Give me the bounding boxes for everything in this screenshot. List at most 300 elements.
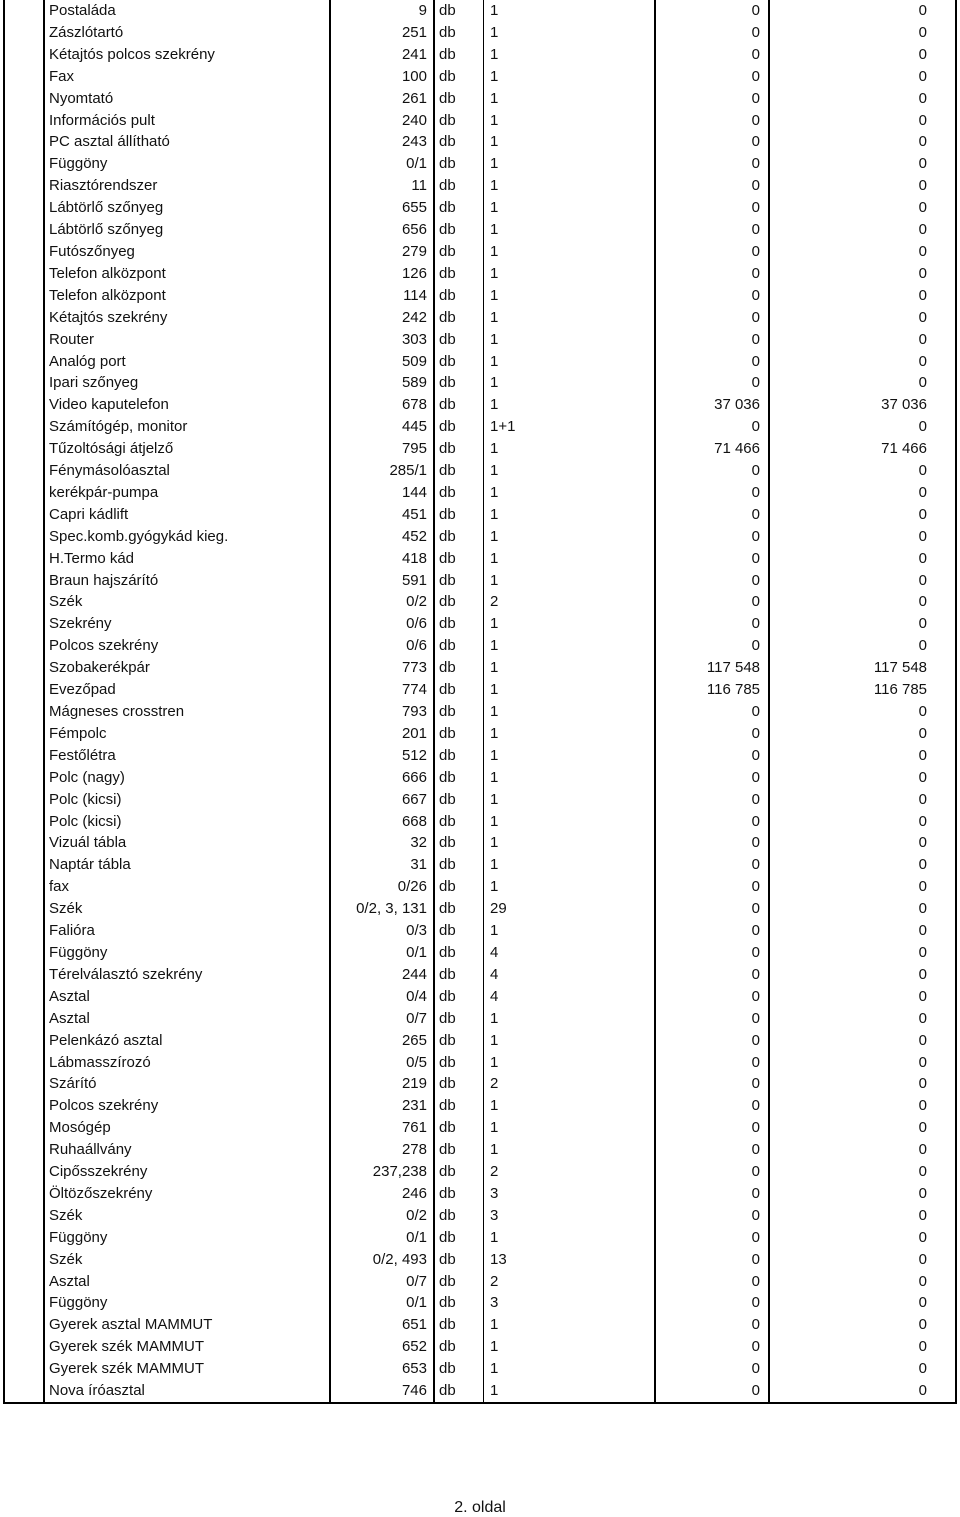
inventory-code-cell: 666 bbox=[330, 767, 434, 789]
item-name-cell: Analóg port bbox=[44, 351, 330, 373]
value-cell: 0 bbox=[655, 1139, 769, 1161]
table-row bbox=[4, 351, 956, 373]
item-name-cell: Fénymásolóasztal bbox=[44, 460, 330, 482]
total-cell: 0 bbox=[769, 197, 956, 219]
row-marker-cell bbox=[4, 1117, 44, 1139]
item-name-cell: Riasztórendszer bbox=[44, 175, 330, 197]
row-marker-cell bbox=[4, 613, 44, 635]
item-name-cell: Fémpolc bbox=[44, 723, 330, 745]
inventory-code-cell: 246 bbox=[330, 1183, 434, 1205]
table-row bbox=[4, 372, 956, 394]
inventory-table-body bbox=[4, 0, 956, 1403]
total-cell: 0 bbox=[769, 1030, 956, 1052]
inventory-code-cell: 0/2 bbox=[330, 1205, 434, 1227]
inventory-code-cell: 240 bbox=[330, 110, 434, 132]
unit-cell: db bbox=[434, 1161, 484, 1183]
total-cell: 0 bbox=[769, 22, 956, 44]
quantity-cell: 1 bbox=[484, 88, 656, 110]
row-marker-cell bbox=[4, 241, 44, 263]
quantity-cell: 1 bbox=[484, 832, 656, 854]
value-cell: 0 bbox=[655, 460, 769, 482]
total-cell: 0 bbox=[769, 723, 956, 745]
value-cell: 0 bbox=[655, 329, 769, 351]
value-cell: 37 036 bbox=[655, 394, 769, 416]
quantity-cell: 1 bbox=[484, 1227, 656, 1249]
total-cell: 0 bbox=[769, 854, 956, 876]
item-name-cell: Postaláda bbox=[44, 0, 330, 22]
table-row bbox=[4, 548, 956, 570]
table-row bbox=[4, 1183, 956, 1205]
value-cell: 0 bbox=[655, 920, 769, 942]
item-name-cell: Lábmasszírozó bbox=[44, 1052, 330, 1074]
item-name-cell: Szárító bbox=[44, 1073, 330, 1095]
unit-cell: db bbox=[434, 504, 484, 526]
quantity-cell: 1 bbox=[484, 175, 656, 197]
total-cell: 0 bbox=[769, 1271, 956, 1293]
quantity-cell: 1 bbox=[484, 548, 656, 570]
unit-cell: db bbox=[434, 723, 484, 745]
unit-cell: db bbox=[434, 197, 484, 219]
quantity-cell: 1 bbox=[484, 504, 656, 526]
value-cell: 0 bbox=[655, 1117, 769, 1139]
value-cell: 0 bbox=[655, 504, 769, 526]
total-cell: 116 785 bbox=[769, 679, 956, 701]
value-cell: 0 bbox=[655, 964, 769, 986]
inventory-code-cell: 0/1 bbox=[330, 1227, 434, 1249]
item-name-cell: Kétajtós polcos szekrény bbox=[44, 44, 330, 66]
total-cell: 0 bbox=[769, 811, 956, 833]
unit-cell: db bbox=[434, 1183, 484, 1205]
quantity-cell: 13 bbox=[484, 1249, 656, 1271]
quantity-cell: 1 bbox=[484, 657, 656, 679]
value-cell: 0 bbox=[655, 1052, 769, 1074]
total-cell: 0 bbox=[769, 1227, 956, 1249]
unit-cell: db bbox=[434, 44, 484, 66]
inventory-code-cell: 241 bbox=[330, 44, 434, 66]
unit-cell: db bbox=[434, 394, 484, 416]
table-row bbox=[4, 1380, 956, 1403]
total-cell: 0 bbox=[769, 898, 956, 920]
total-cell: 0 bbox=[769, 635, 956, 657]
value-cell: 0 bbox=[655, 1358, 769, 1380]
row-marker-cell bbox=[4, 1139, 44, 1161]
unit-cell: db bbox=[434, 0, 484, 22]
value-cell: 0 bbox=[655, 307, 769, 329]
value-cell: 0 bbox=[655, 548, 769, 570]
total-cell: 0 bbox=[769, 942, 956, 964]
value-cell: 0 bbox=[655, 153, 769, 175]
row-marker-cell bbox=[4, 854, 44, 876]
item-name-cell: Polc (kicsi) bbox=[44, 789, 330, 811]
row-marker-cell bbox=[4, 876, 44, 898]
total-cell: 0 bbox=[769, 1314, 956, 1336]
unit-cell: db bbox=[434, 1380, 484, 1403]
inventory-code-cell: 451 bbox=[330, 504, 434, 526]
unit-cell: db bbox=[434, 416, 484, 438]
unit-cell: db bbox=[434, 679, 484, 701]
row-marker-cell bbox=[4, 460, 44, 482]
value-cell: 0 bbox=[655, 88, 769, 110]
inventory-code-cell: 279 bbox=[330, 241, 434, 263]
item-name-cell: Kétajtós szekrény bbox=[44, 307, 330, 329]
table-row bbox=[4, 986, 956, 1008]
value-cell: 0 bbox=[655, 1161, 769, 1183]
inventory-code-cell: 793 bbox=[330, 701, 434, 723]
inventory-code-cell: 773 bbox=[330, 657, 434, 679]
value-cell: 0 bbox=[655, 1008, 769, 1030]
table-row bbox=[4, 219, 956, 241]
row-marker-cell bbox=[4, 723, 44, 745]
table-row bbox=[4, 416, 956, 438]
total-cell: 0 bbox=[769, 351, 956, 373]
row-marker-cell bbox=[4, 1095, 44, 1117]
value-cell: 0 bbox=[655, 263, 769, 285]
unit-cell: db bbox=[434, 219, 484, 241]
table-row bbox=[4, 657, 956, 679]
row-marker-cell bbox=[4, 635, 44, 657]
row-marker-cell bbox=[4, 44, 44, 66]
value-cell: 0 bbox=[655, 1073, 769, 1095]
row-marker-cell bbox=[4, 416, 44, 438]
row-marker-cell bbox=[4, 1380, 44, 1403]
quantity-cell: 2 bbox=[484, 591, 656, 613]
item-name-cell: Pelenkázó asztal bbox=[44, 1030, 330, 1052]
row-marker-cell bbox=[4, 898, 44, 920]
quantity-cell: 4 bbox=[484, 986, 656, 1008]
quantity-cell: 1 bbox=[484, 1008, 656, 1030]
inventory-code-cell: 251 bbox=[330, 22, 434, 44]
quantity-cell: 1 bbox=[484, 307, 656, 329]
table-row bbox=[4, 460, 956, 482]
total-cell: 0 bbox=[769, 1205, 956, 1227]
quantity-cell: 1 bbox=[484, 789, 656, 811]
total-cell: 117 548 bbox=[769, 657, 956, 679]
value-cell: 71 466 bbox=[655, 438, 769, 460]
item-name-cell: Tűzoltósági átjelző bbox=[44, 438, 330, 460]
total-cell: 0 bbox=[769, 591, 956, 613]
quantity-cell: 1 bbox=[484, 1336, 656, 1358]
quantity-cell: 1 bbox=[484, 526, 656, 548]
row-marker-cell bbox=[4, 942, 44, 964]
row-marker-cell bbox=[4, 526, 44, 548]
total-cell: 0 bbox=[769, 460, 956, 482]
value-cell: 0 bbox=[655, 1095, 769, 1117]
table-row bbox=[4, 570, 956, 592]
row-marker-cell bbox=[4, 0, 44, 22]
inventory-code-cell: 243 bbox=[330, 131, 434, 153]
inventory-code-cell: 655 bbox=[330, 197, 434, 219]
item-name-cell: Nova íróasztal bbox=[44, 1380, 330, 1403]
item-name-cell: Lábtörlő szőnyeg bbox=[44, 197, 330, 219]
quantity-cell: 1 bbox=[484, 460, 656, 482]
item-name-cell: Polcos szekrény bbox=[44, 635, 330, 657]
table-row bbox=[4, 1139, 956, 1161]
unit-cell: db bbox=[434, 66, 484, 88]
inventory-code-cell: 0/6 bbox=[330, 635, 434, 657]
value-cell: 0 bbox=[655, 570, 769, 592]
quantity-cell: 3 bbox=[484, 1183, 656, 1205]
unit-cell: db bbox=[434, 241, 484, 263]
inventory-table bbox=[3, 0, 957, 1404]
table-row bbox=[4, 1205, 956, 1227]
quantity-cell: 1 bbox=[484, 767, 656, 789]
total-cell: 0 bbox=[769, 745, 956, 767]
row-marker-cell bbox=[4, 1161, 44, 1183]
item-name-cell: Polc (nagy) bbox=[44, 767, 330, 789]
item-name-cell: Gyerek szék MAMMUT bbox=[44, 1358, 330, 1380]
table-row bbox=[4, 110, 956, 132]
row-marker-cell bbox=[4, 22, 44, 44]
unit-cell: db bbox=[434, 570, 484, 592]
row-marker-cell bbox=[4, 832, 44, 854]
unit-cell: db bbox=[434, 460, 484, 482]
total-cell: 0 bbox=[769, 1117, 956, 1139]
item-name-cell: PC asztal állítható bbox=[44, 131, 330, 153]
table-row bbox=[4, 1336, 956, 1358]
quantity-cell: 1 bbox=[484, 66, 656, 88]
unit-cell: db bbox=[434, 964, 484, 986]
value-cell: 0 bbox=[655, 372, 769, 394]
row-marker-cell bbox=[4, 175, 44, 197]
value-cell: 116 785 bbox=[655, 679, 769, 701]
inventory-code-cell: 774 bbox=[330, 679, 434, 701]
item-name-cell: Festőlétra bbox=[44, 745, 330, 767]
item-name-cell: Video kaputelefon bbox=[44, 394, 330, 416]
total-cell: 0 bbox=[769, 1380, 956, 1403]
row-marker-cell bbox=[4, 219, 44, 241]
unit-cell: db bbox=[434, 657, 484, 679]
value-cell: 0 bbox=[655, 131, 769, 153]
row-marker-cell bbox=[4, 504, 44, 526]
row-marker-cell bbox=[4, 920, 44, 942]
item-name-cell: Ruhaállvány bbox=[44, 1139, 330, 1161]
inventory-code-cell: 242 bbox=[330, 307, 434, 329]
value-cell: 0 bbox=[655, 66, 769, 88]
unit-cell: db bbox=[434, 438, 484, 460]
unit-cell: db bbox=[434, 635, 484, 657]
item-name-cell: Szék bbox=[44, 1249, 330, 1271]
item-name-cell: Számítógép, monitor bbox=[44, 416, 330, 438]
quantity-cell: 1 bbox=[484, 263, 656, 285]
value-cell: 0 bbox=[655, 110, 769, 132]
page-number: 2. oldal bbox=[454, 1499, 506, 1516]
item-name-cell: Függöny bbox=[44, 942, 330, 964]
unit-cell: db bbox=[434, 263, 484, 285]
value-cell: 0 bbox=[655, 745, 769, 767]
table-row bbox=[4, 504, 956, 526]
row-marker-cell bbox=[4, 263, 44, 285]
total-cell: 0 bbox=[769, 1249, 956, 1271]
item-name-cell: Függöny bbox=[44, 1227, 330, 1249]
item-name-cell: Vizuál tábla bbox=[44, 832, 330, 854]
inventory-code-cell: 746 bbox=[330, 1380, 434, 1403]
table-row bbox=[4, 329, 956, 351]
item-name-cell: Polc (kicsi) bbox=[44, 811, 330, 833]
item-name-cell: Falióra bbox=[44, 920, 330, 942]
quantity-cell: 2 bbox=[484, 1271, 656, 1293]
unit-cell: db bbox=[434, 1314, 484, 1336]
table-row bbox=[4, 745, 956, 767]
total-cell: 0 bbox=[769, 920, 956, 942]
value-cell: 0 bbox=[655, 416, 769, 438]
total-cell: 0 bbox=[769, 1052, 956, 1074]
table-row bbox=[4, 1314, 956, 1336]
unit-cell: db bbox=[434, 482, 484, 504]
total-cell: 0 bbox=[769, 153, 956, 175]
item-name-cell: Információs pult bbox=[44, 110, 330, 132]
table-row bbox=[4, 942, 956, 964]
inventory-code-cell: 231 bbox=[330, 1095, 434, 1117]
quantity-cell: 1 bbox=[484, 570, 656, 592]
row-marker-cell bbox=[4, 701, 44, 723]
total-cell: 0 bbox=[769, 1095, 956, 1117]
inventory-code-cell: 237,238 bbox=[330, 1161, 434, 1183]
quantity-cell: 1 bbox=[484, 635, 656, 657]
row-marker-cell bbox=[4, 307, 44, 329]
value-cell: 0 bbox=[655, 1271, 769, 1293]
unit-cell: db bbox=[434, 1117, 484, 1139]
unit-cell: db bbox=[434, 876, 484, 898]
inventory-code-cell: 9 bbox=[330, 0, 434, 22]
inventory-code-cell: 31 bbox=[330, 854, 434, 876]
unit-cell: db bbox=[434, 88, 484, 110]
table-row bbox=[4, 241, 956, 263]
unit-cell: db bbox=[434, 942, 484, 964]
row-marker-cell bbox=[4, 767, 44, 789]
unit-cell: db bbox=[434, 372, 484, 394]
unit-cell: db bbox=[434, 1205, 484, 1227]
value-cell: 0 bbox=[655, 44, 769, 66]
value-cell: 0 bbox=[655, 701, 769, 723]
total-cell: 0 bbox=[769, 1161, 956, 1183]
table-row bbox=[4, 1052, 956, 1074]
table-row bbox=[4, 1008, 956, 1030]
inventory-code-cell: 114 bbox=[330, 285, 434, 307]
quantity-cell: 1 bbox=[484, 44, 656, 66]
unit-cell: db bbox=[434, 591, 484, 613]
row-marker-cell bbox=[4, 438, 44, 460]
row-marker-cell bbox=[4, 657, 44, 679]
item-name-cell: kerékpár-pumpa bbox=[44, 482, 330, 504]
unit-cell: db bbox=[434, 175, 484, 197]
table-row bbox=[4, 1073, 956, 1095]
unit-cell: db bbox=[434, 1030, 484, 1052]
inventory-code-cell: 11 bbox=[330, 175, 434, 197]
inventory-code-cell: 126 bbox=[330, 263, 434, 285]
value-cell: 0 bbox=[655, 482, 769, 504]
quantity-cell: 1 bbox=[484, 482, 656, 504]
total-cell: 37 036 bbox=[769, 394, 956, 416]
item-name-cell: Szék bbox=[44, 898, 330, 920]
total-cell: 0 bbox=[769, 131, 956, 153]
table-row bbox=[4, 394, 956, 416]
item-name-cell: Asztal bbox=[44, 1271, 330, 1293]
quantity-cell: 3 bbox=[484, 1205, 656, 1227]
inventory-code-cell: 0/2, 3, 131 bbox=[330, 898, 434, 920]
unit-cell: db bbox=[434, 526, 484, 548]
unit-cell: db bbox=[434, 329, 484, 351]
item-name-cell: Nyomtató bbox=[44, 88, 330, 110]
total-cell: 0 bbox=[769, 1292, 956, 1314]
total-cell: 0 bbox=[769, 701, 956, 723]
inventory-code-cell: 418 bbox=[330, 548, 434, 570]
inventory-code-cell: 653 bbox=[330, 1358, 434, 1380]
row-marker-cell bbox=[4, 1030, 44, 1052]
row-marker-cell bbox=[4, 351, 44, 373]
table-row bbox=[4, 854, 956, 876]
row-marker-cell bbox=[4, 1271, 44, 1293]
total-cell: 0 bbox=[769, 1008, 956, 1030]
quantity-cell: 1 bbox=[484, 1314, 656, 1336]
total-cell: 0 bbox=[769, 44, 956, 66]
table-row bbox=[4, 767, 956, 789]
inventory-code-cell: 651 bbox=[330, 1314, 434, 1336]
total-cell: 0 bbox=[769, 329, 956, 351]
row-marker-cell bbox=[4, 1008, 44, 1030]
unit-cell: db bbox=[434, 1008, 484, 1030]
quantity-cell: 1 bbox=[484, 1030, 656, 1052]
unit-cell: db bbox=[434, 131, 484, 153]
row-marker-cell bbox=[4, 110, 44, 132]
unit-cell: db bbox=[434, 1336, 484, 1358]
table-row bbox=[4, 175, 956, 197]
unit-cell: db bbox=[434, 1052, 484, 1074]
item-name-cell: Telefon alközpont bbox=[44, 285, 330, 307]
quantity-cell: 1 bbox=[484, 811, 656, 833]
table-row bbox=[4, 0, 956, 22]
unit-cell: db bbox=[434, 548, 484, 570]
item-name-cell: Gyerek asztal MAMMUT bbox=[44, 1314, 330, 1336]
value-cell: 0 bbox=[655, 22, 769, 44]
inventory-code-cell: 0/7 bbox=[330, 1008, 434, 1030]
table-row bbox=[4, 832, 956, 854]
total-cell: 0 bbox=[769, 482, 956, 504]
value-cell: 0 bbox=[655, 1249, 769, 1271]
item-name-cell: Polcos szekrény bbox=[44, 1095, 330, 1117]
row-marker-cell bbox=[4, 329, 44, 351]
table-row bbox=[4, 307, 956, 329]
quantity-cell: 1 bbox=[484, 1095, 656, 1117]
value-cell: 0 bbox=[655, 832, 769, 854]
quantity-cell: 4 bbox=[484, 964, 656, 986]
quantity-cell: 1 bbox=[484, 854, 656, 876]
item-name-cell: Szekrény bbox=[44, 613, 330, 635]
total-cell: 0 bbox=[769, 175, 956, 197]
quantity-cell: 1 bbox=[484, 329, 656, 351]
total-cell: 0 bbox=[769, 570, 956, 592]
inventory-code-cell: 0/1 bbox=[330, 942, 434, 964]
inventory-code-cell: 509 bbox=[330, 351, 434, 373]
quantity-cell: 1 bbox=[484, 372, 656, 394]
value-cell: 0 bbox=[655, 526, 769, 548]
table-row bbox=[4, 526, 956, 548]
unit-cell: db bbox=[434, 832, 484, 854]
row-marker-cell bbox=[4, 1358, 44, 1380]
value-cell: 0 bbox=[655, 175, 769, 197]
row-marker-cell bbox=[4, 789, 44, 811]
total-cell: 0 bbox=[769, 285, 956, 307]
quantity-cell: 1 bbox=[484, 613, 656, 635]
total-cell: 0 bbox=[769, 1183, 956, 1205]
inventory-code-cell: 0/2 bbox=[330, 591, 434, 613]
table-row bbox=[4, 1227, 956, 1249]
row-marker-cell bbox=[4, 679, 44, 701]
total-cell: 0 bbox=[769, 416, 956, 438]
table-row bbox=[4, 920, 956, 942]
table-row bbox=[4, 263, 956, 285]
unit-cell: db bbox=[434, 1095, 484, 1117]
table-row bbox=[4, 1271, 956, 1293]
